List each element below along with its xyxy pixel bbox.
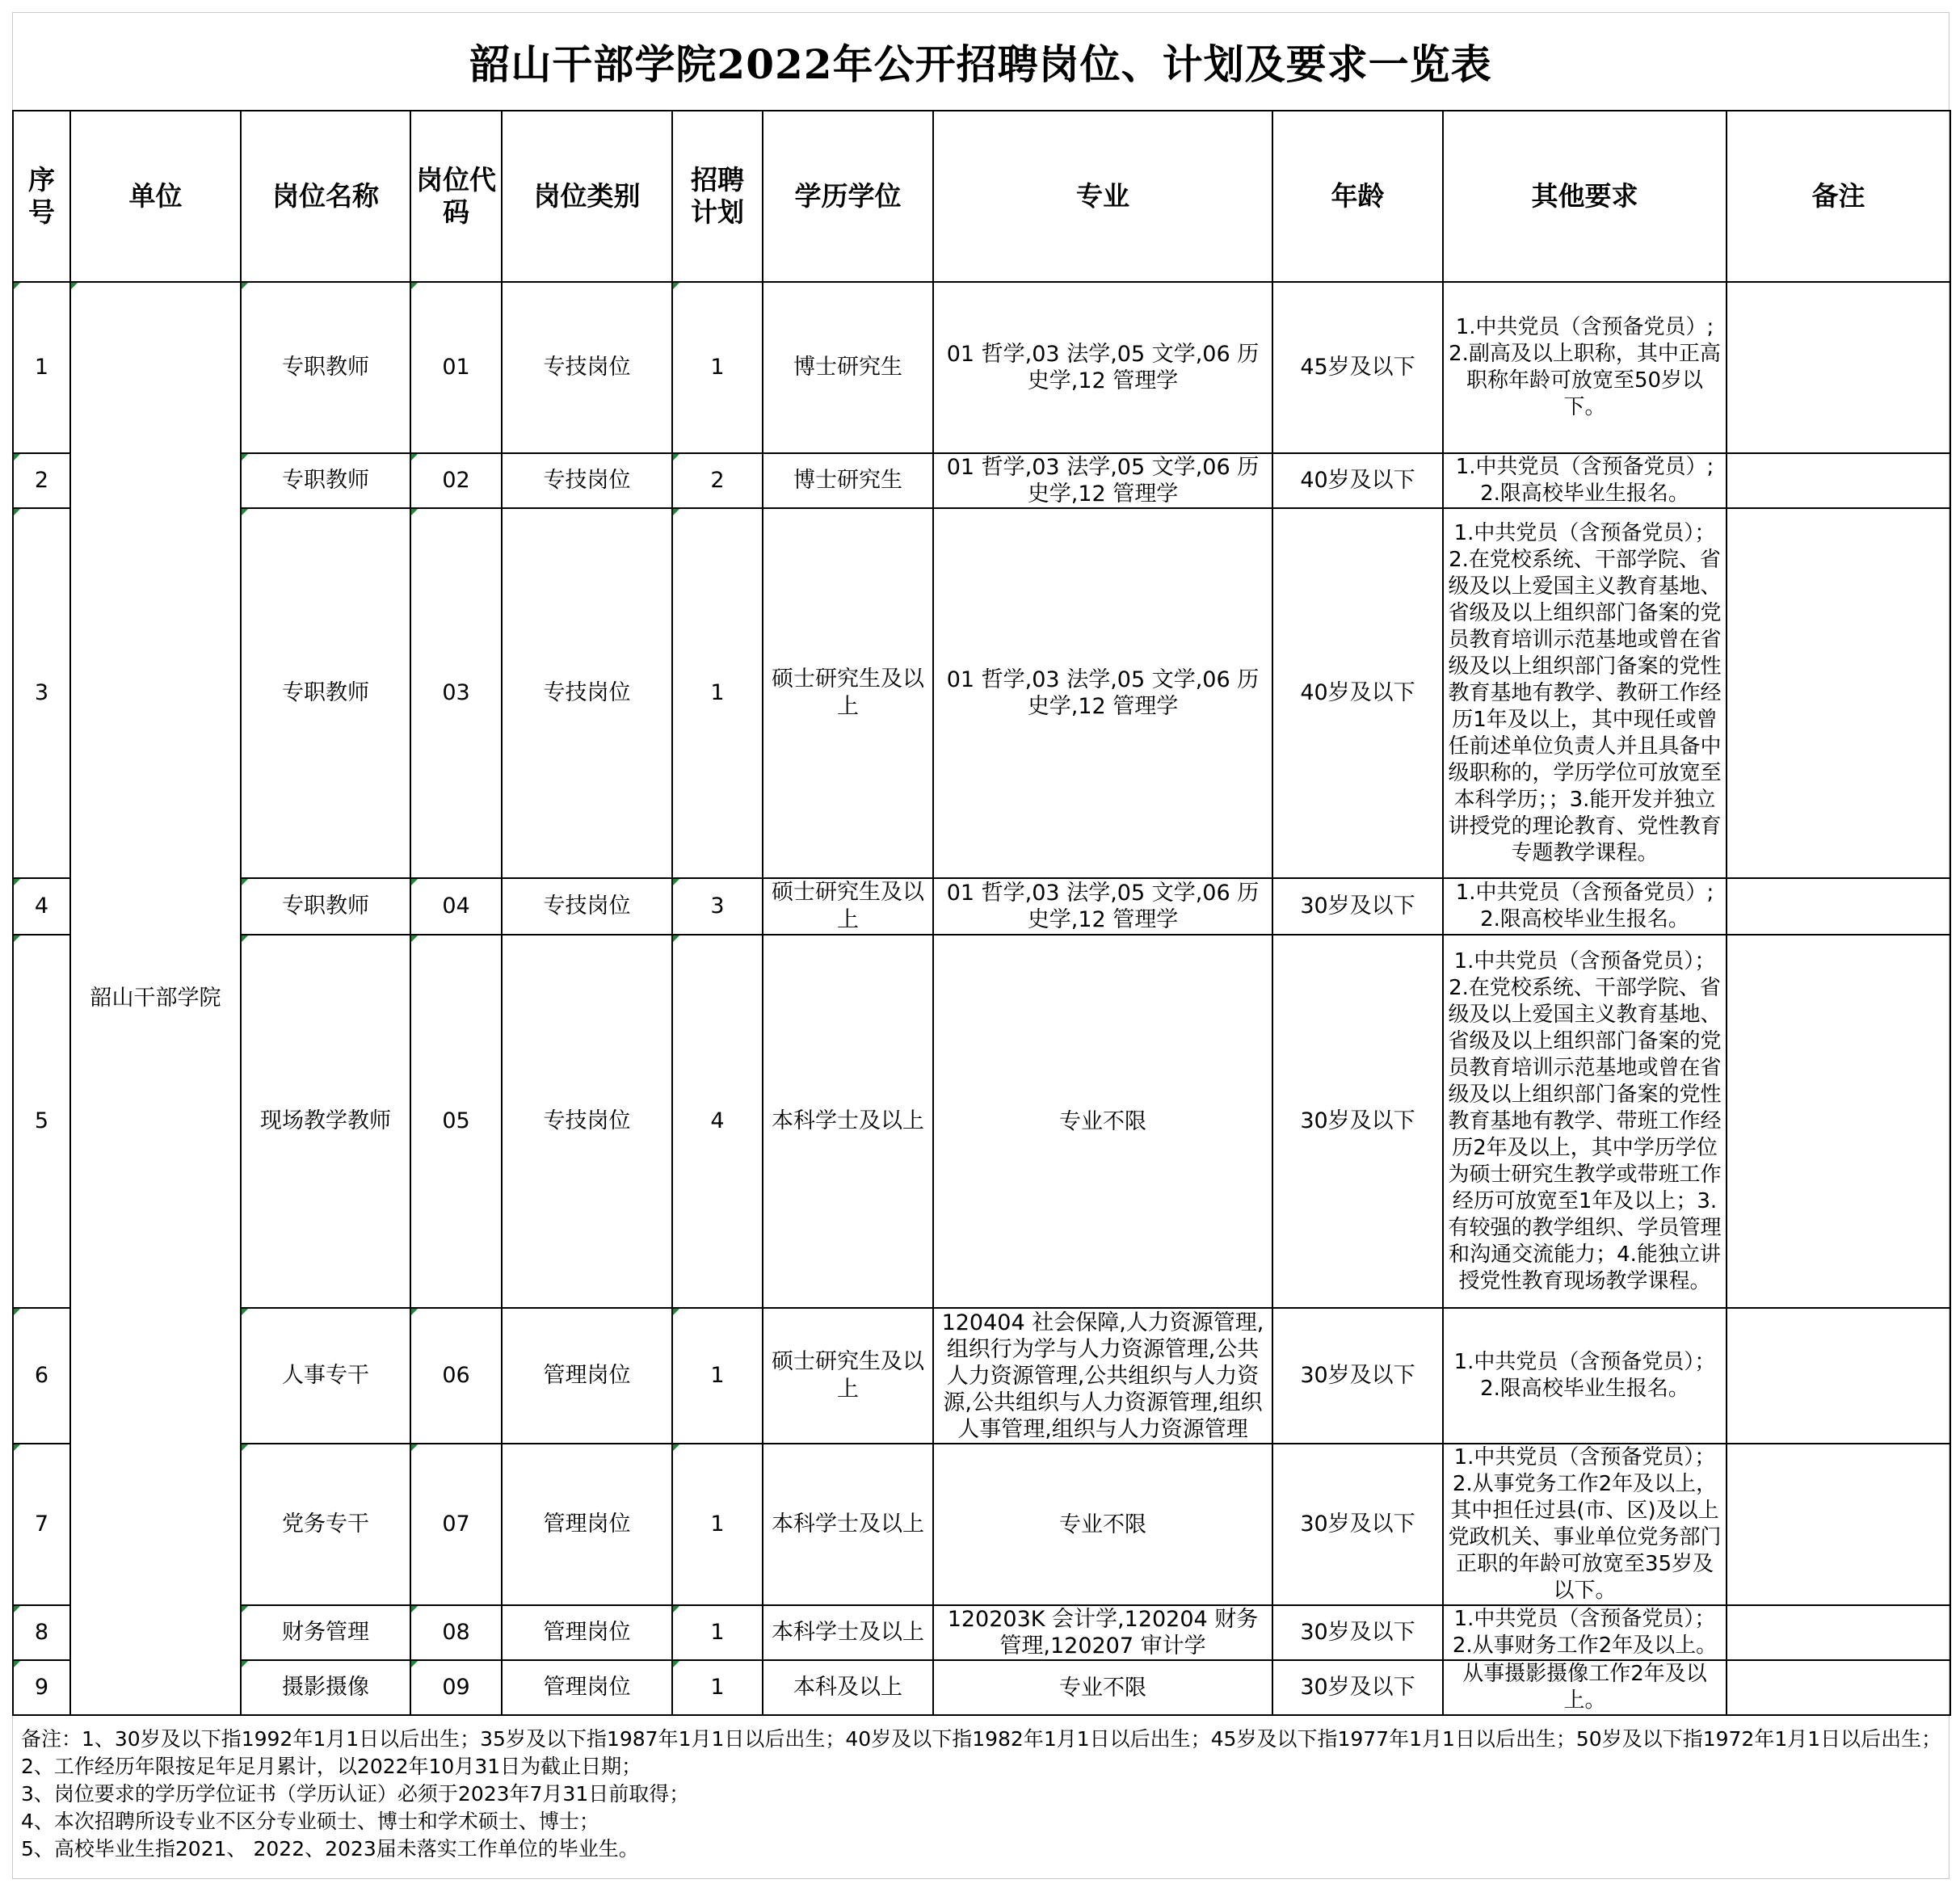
table-row: [13, 453, 1950, 508]
header-plan: 招聘计划: [672, 111, 763, 282]
cell-age: 30岁及以下: [1272, 1444, 1443, 1605]
cell-remark: [1727, 282, 1950, 453]
cell-other: 1.中共党员（含预备党员）；2.限高校毕业生报名。: [1443, 1308, 1727, 1444]
cell-age: 40岁及以下: [1272, 453, 1443, 508]
cell-post-code: 08: [410, 1605, 502, 1660]
cell-post-code: 05: [410, 935, 502, 1308]
cell-plan: 1: [672, 1308, 763, 1444]
cell-index: 9: [13, 1660, 70, 1715]
cell-post-type: 管理岗位: [502, 1444, 672, 1605]
cell-post-type: 专技岗位: [502, 453, 672, 508]
cell-other: 1.中共党员（含预备党员）；2.在党校系统、干部学院、省级及以上爱国主义教育基地、省级及以上组织部门备案的党员教育培训示范基地或曾在省级及以上组织部门备案的党性教育基地有教学、教研工作经历1年及以上，其中现任或曾任前述单位负责人并且具备中级职称的，学历学位可放宽至本科学历；；3.能开发并独立讲授党的理论教育、党性教育专题教学课程。: [1443, 508, 1727, 878]
cell-plan: 1: [672, 282, 763, 453]
cell-post-type: 专技岗位: [502, 508, 672, 878]
cell-index: 3: [13, 508, 70, 878]
cell-other: 从事摄影摄像工作2年及以上。: [1443, 1660, 1727, 1715]
cell-degree: 硕士研究生及以上: [763, 508, 933, 878]
header-remark: 备注: [1727, 111, 1950, 282]
cell-post-name: 党务专干: [241, 1444, 410, 1605]
cell-post-code: 09: [410, 1660, 502, 1715]
cell-plan: 3: [672, 878, 763, 935]
cell-post-code: 04: [410, 878, 502, 935]
cell-other: 1.中共党员（含预备党员）；2.从事财务工作2年及以上。: [1443, 1605, 1727, 1660]
header-major: 专业: [933, 111, 1272, 282]
cell-post-type: 管理岗位: [502, 1660, 672, 1715]
cell-index: 7: [13, 1444, 70, 1605]
cell-major: 01 哲学,03 法学,05 文学,06 历史学,12 管理学: [933, 878, 1272, 935]
cell-major: 120203K 会计学,120204 财务管理,120207 审计学: [933, 1605, 1272, 1660]
cell-post-name: 摄影摄像: [241, 1660, 410, 1715]
cell-other: 1.中共党员（含预备党员）;2.限高校毕业生报名。: [1443, 453, 1727, 508]
header-post-code: 岗位代码: [410, 111, 502, 282]
cell-index: 4: [13, 878, 70, 935]
cell-index: 5: [13, 935, 70, 1308]
recruitment-table: [12, 110, 1951, 1716]
cell-age: 30岁及以下: [1272, 1308, 1443, 1444]
note-line: 5、高校毕业生指2021、 2022、2023届未落实工作单位的毕业生。: [21, 1837, 639, 1860]
cell-degree: 硕士研究生及以上: [763, 878, 933, 935]
cell-post-name: 人事专干: [241, 1308, 410, 1444]
cell-remark: [1727, 1308, 1950, 1444]
cell-index: 8: [13, 1605, 70, 1660]
cell-plan: 1: [672, 1444, 763, 1605]
cell-major: 专业不限: [933, 1660, 1272, 1715]
cell-major: 专业不限: [933, 935, 1272, 1308]
table-row: [13, 1308, 1950, 1444]
cell-unit: 韶山干部学院: [70, 282, 241, 1715]
cell-post-name: 专职教师: [241, 878, 410, 935]
cell-major: 120404 社会保障,人力资源管理,组织行为学与人力资源管理,公共人力资源管理,公共组织与人力资源,公共组织与人力资源管理,组织人事管理,组织与人力资源管理: [933, 1308, 1272, 1444]
cell-major: 01 哲学,03 法学,05 文学,06 历史学,12 管理学: [933, 282, 1272, 453]
cell-age: 40岁及以下: [1272, 508, 1443, 878]
header-other: 其他要求: [1443, 111, 1727, 282]
header-index: 序号: [13, 111, 70, 282]
cell-remark: [1727, 1605, 1950, 1660]
table-row: [13, 935, 1950, 1308]
cell-other: 1.中共党员（含预备党员）；2.从事党务工作2年及以上，其中担任过县(市、区)及以上党政机关、事业单位党务部门正职的年龄可放宽至35岁及以下。: [1443, 1444, 1727, 1605]
header-post-name: 岗位名称: [241, 111, 410, 282]
cell-post-name: 财务管理: [241, 1605, 410, 1660]
table-row: [13, 1660, 1950, 1715]
note-line: 4、本次招聘所设专业不区分专业硕士、博士和学术硕士、博士；: [21, 1810, 599, 1833]
cell-other: 1.中共党员（含预备党员）;2.限高校毕业生报名。: [1443, 878, 1727, 935]
cell-remark: [1727, 1444, 1950, 1605]
cell-post-name: 现场教学教师: [241, 935, 410, 1308]
cell-post-code: 01: [410, 282, 502, 453]
cell-index: 6: [13, 1308, 70, 1444]
cell-major: 01 哲学,03 法学,05 文学,06 历史学,12 管理学: [933, 508, 1272, 878]
cell-remark: [1727, 453, 1950, 508]
cell-plan: 1: [672, 1605, 763, 1660]
table-row: [13, 282, 1950, 453]
cell-plan: 4: [672, 935, 763, 1308]
header-degree: 学历学位: [763, 111, 933, 282]
cell-degree: 博士研究生: [763, 282, 933, 453]
cell-age: 30岁及以下: [1272, 935, 1443, 1308]
cell-other: 1.中共党员（含预备党员）；2.在党校系统、干部学院、省级及以上爱国主义教育基地、省级及以上组织部门备案的党员教育培训示范基地或曾在省级及以上组织部门备案的党性教育基地有教学、带班工作经历2年及以上，其中学历学位为硕士研究生教学或带班工作经历可放宽至1年及以上；3.有较强的教学组织、学员管理和沟通交流能力；4.能独立讲授党性教育现场教学课程。: [1443, 935, 1727, 1308]
cell-age: 30岁及以下: [1272, 1660, 1443, 1715]
cell-remark: [1727, 935, 1950, 1308]
cell-post-code: 02: [410, 453, 502, 508]
cell-degree: 博士研究生: [763, 453, 933, 508]
note-line: 2、工作经历年限按足年足月累计，以2022年10月31日为截止日期；: [21, 1755, 642, 1778]
cell-post-name: 专职教师: [241, 508, 410, 878]
cell-remark: [1727, 878, 1950, 935]
header-row: [13, 111, 1950, 282]
cell-post-code: 06: [410, 1308, 502, 1444]
cell-post-name: 专职教师: [241, 453, 410, 508]
cell-post-type: 专技岗位: [502, 878, 672, 935]
table-row: [13, 508, 1950, 878]
footnotes: [21, 1726, 1944, 1863]
cell-post-code: 07: [410, 1444, 502, 1605]
cell-index: 1: [13, 282, 70, 453]
cell-age: 30岁及以下: [1272, 878, 1443, 935]
table-row: [13, 878, 1950, 935]
cell-degree: 硕士研究生及以上: [763, 1308, 933, 1444]
table-row: [13, 1605, 1950, 1660]
cell-index: 2: [13, 453, 70, 508]
cell-degree: 本科学士及以上: [763, 1605, 933, 1660]
header-unit: 单位: [70, 111, 241, 282]
cell-post-type: 专技岗位: [502, 282, 672, 453]
cell-other: 1.中共党员（含预备党员）;2.副高及以上职称，其中正高职称年龄可放宽至50岁以下。: [1443, 282, 1727, 453]
cell-remark: [1727, 508, 1950, 878]
cell-post-type: 管理岗位: [502, 1308, 672, 1444]
cell-degree: 本科及以上: [763, 1660, 933, 1715]
cell-age: 30岁及以下: [1272, 1605, 1443, 1660]
cell-degree: 本科学士及以上: [763, 935, 933, 1308]
note-line: 备注：1、30岁及以下指1992年1月1日以后出生；35岁及以下指1987年1月1日以后出生；40岁及以下指1982年1月1日以后出生；45岁及以下指1977年1月1日以后出生；50岁及以下指1972年1月1日以后出生；: [21, 1727, 1942, 1751]
cell-post-type: 管理岗位: [502, 1605, 672, 1660]
cell-degree: 本科学士及以上: [763, 1444, 933, 1605]
note-line: 3、岗位要求的学历学位证书（学历认证）必须于2023年7月31日前取得；: [21, 1782, 690, 1806]
cell-major: 专业不限: [933, 1444, 1272, 1605]
cell-post-name: 专职教师: [241, 282, 410, 453]
header-age: 年龄: [1272, 111, 1443, 282]
cell-age: 45岁及以下: [1272, 282, 1443, 453]
cell-remark: [1727, 1660, 1950, 1715]
header-post-type: 岗位类别: [502, 111, 672, 282]
cell-major: 01 哲学,03 法学,05 文学,06 历史学,12 管理学: [933, 453, 1272, 508]
cell-post-type: 专技岗位: [502, 935, 672, 1308]
cell-plan: 1: [672, 1660, 763, 1715]
table-row: [13, 1444, 1950, 1605]
page-title: 韶山干部学院2022年公开招聘岗位、计划及要求一览表: [469, 40, 1492, 88]
cell-plan: 1: [672, 508, 763, 878]
cell-plan: 2: [672, 453, 763, 508]
cell-post-code: 03: [410, 508, 502, 878]
